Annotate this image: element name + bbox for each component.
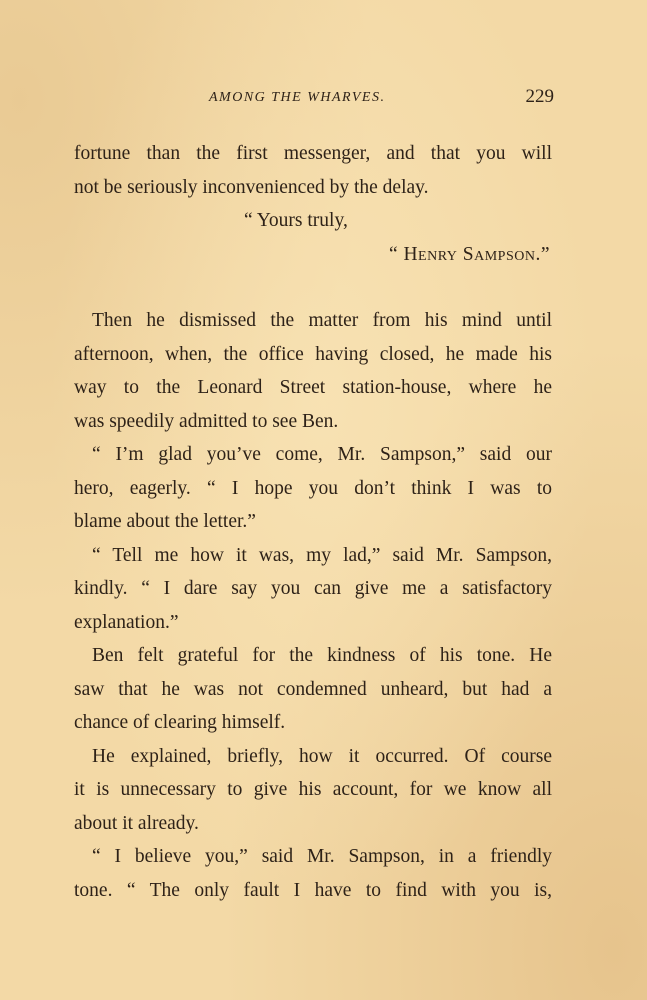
text-line: He explained, briefly, how it occurred. Of course — [92, 745, 552, 767]
text-line: afternoon, when, the office having closed, he made his — [74, 343, 552, 365]
running-title: AMONG THE WHARVES. — [209, 90, 386, 105]
text-line: about it already. — [74, 812, 199, 834]
text-line: “ I believe you,” said Mr. Sampson, in a friendly — [92, 846, 552, 867]
text-line: blame about the letter.” — [74, 511, 256, 532]
text-line: not be seriously inconvenienced by the delay. — [74, 176, 429, 198]
text-line: saw that he was not condemned unheard, but had a — [74, 678, 552, 700]
text-line: Then he dismissed the matter from his mind until — [92, 310, 552, 331]
text-line: Ben felt grateful for the kindness of his tone. He — [92, 645, 552, 666]
letter-closing: “ Yours truly, — [244, 210, 348, 231]
letter-signature: “ Henry Sampson.” — [388, 243, 550, 265]
text-line: it is unnecessary to give his account, for we know all — [74, 779, 552, 800]
text-line: hero, eagerly. “ I hope you don’t think I was to — [74, 477, 552, 499]
text-line: kindly. “ I dare say you can give me a satisfactory — [74, 578, 552, 599]
text-line: “ I’m glad you’ve come, Mr. Sampson,” said our — [92, 444, 552, 465]
text-line: way to the Leonard Street station-house, where he — [74, 377, 552, 398]
paragraph-gap — [74, 271, 552, 304]
text-line: explanation.” — [74, 611, 179, 633]
page-number: 229 — [525, 86, 554, 107]
text-line: chance of clearing himself. — [74, 712, 286, 733]
running-head — [74, 86, 556, 112]
text-line: tone. “ The only fault I have to find with you is, — [74, 879, 552, 901]
text-line: fortune than the first messenger, and that you will — [74, 143, 552, 164]
body-text — [74, 137, 552, 907]
text-line: “ Tell me how it was, my lad,” said Mr. Sampson, — [92, 544, 552, 566]
text-line: was speedily admitted to see Ben. — [74, 410, 339, 432]
